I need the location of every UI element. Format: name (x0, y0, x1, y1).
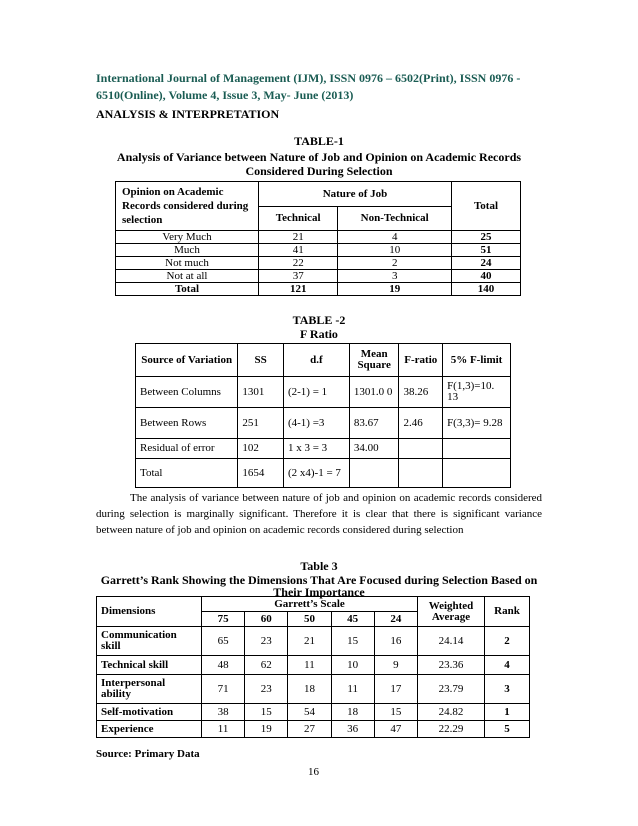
table2-cell: (4-1) =3 (283, 408, 349, 439)
table1-cell: 37 (259, 270, 338, 283)
table3-cell: 71 (202, 675, 245, 704)
table3-rank: 1 (485, 704, 530, 721)
table2-label: TABLE -2 (292, 313, 346, 327)
table-row (116, 257, 521, 270)
table3-col-weighted: Weighted Average (418, 597, 485, 627)
table3-scale-value: 45 (331, 612, 374, 627)
header-line1: International Journal of Management (IJM), ISSN 0976 – 6502(Print), ISSN 0976 - (96, 71, 521, 85)
table3 (96, 596, 530, 738)
table3-rank: 2 (485, 627, 530, 656)
table1-cell: 41 (259, 244, 338, 257)
table3-rank: 5 (485, 721, 530, 738)
table3-cell: 23 (245, 675, 288, 704)
table1-col-total: Total (452, 182, 521, 231)
table2-header: F-ratio (399, 344, 443, 377)
table1-row-label: Not at all (116, 270, 259, 283)
table3-caption-line2: Their Importance (273, 585, 365, 599)
table3-cell: 65 (202, 627, 245, 656)
table3-cell: 15 (374, 704, 417, 721)
table1-cell: 19 (338, 283, 452, 296)
table1-cell: 2 (338, 257, 452, 270)
table2-cell (399, 439, 443, 459)
table3-scale-value: 50 (288, 612, 331, 627)
table2-cell: F(3,3)= 9.28 (443, 408, 511, 439)
table1-row-label: Very Much (116, 231, 259, 244)
table1-cell: 121 (259, 283, 338, 296)
section-title: ANALYSIS & INTERPRETATION (96, 107, 280, 121)
table2-cell: (2-1) = 1 (283, 377, 349, 408)
table-row (116, 270, 521, 283)
table3-cell: 19 (245, 721, 288, 738)
table1-cell: 21 (259, 231, 338, 244)
table1 (115, 181, 521, 296)
table1-cell: 140 (452, 283, 521, 296)
table3-cell: 23 (245, 627, 288, 656)
table3-dimension: Communication skill (97, 627, 202, 656)
table2-header: Source of Variation (136, 344, 238, 377)
table2-header: d.f (283, 344, 349, 377)
table3-label: Table 3 (300, 559, 338, 573)
table1-label: TABLE-1 (294, 134, 344, 148)
table3-dimension: Experience (97, 721, 202, 738)
table3-cell: 54 (288, 704, 331, 721)
table3-col-dimensions: Dimensions (97, 597, 202, 627)
table1-row-label: Much (116, 244, 259, 257)
table2-cell: 1654 (238, 459, 284, 488)
table3-dimension: Technical skill (97, 656, 202, 675)
table2-caption: F Ratio (300, 327, 338, 341)
table2-cell (349, 459, 399, 488)
table3-cell: 15 (245, 704, 288, 721)
source-note: Source: Primary Data (96, 748, 200, 760)
table2-cell: 102 (238, 439, 284, 459)
table1-cell: 10 (338, 244, 452, 257)
table2-cell: Between Rows (136, 408, 238, 439)
table-row (97, 704, 530, 721)
table1-col-technical: Technical (259, 206, 338, 231)
table3-scale-value: 24 (374, 612, 417, 627)
table2-header: SS (238, 344, 284, 377)
table3-cell: 18 (288, 675, 331, 704)
table-row (116, 283, 521, 296)
table3-cell: 17 (374, 675, 417, 704)
table3-cell: 38 (202, 704, 245, 721)
table3-cell: 62 (245, 656, 288, 675)
table3-cell: 11 (288, 656, 331, 675)
journal-header (96, 70, 546, 104)
table1-caption-line2: Considered During Selection (245, 164, 393, 178)
table1-row-label: Total (116, 283, 259, 296)
table3-scale-value: 75 (202, 612, 245, 627)
table3-cell: 10 (331, 656, 374, 675)
table1-cell: 51 (452, 244, 521, 257)
table-row (97, 721, 530, 738)
table1-cell: 22 (259, 257, 338, 270)
header-line2: 6510(Online), Volume 4, Issue 3, May- June (2013) (96, 88, 354, 102)
table3-cell: 9 (374, 656, 417, 675)
table-row (136, 408, 511, 439)
table2-cell (443, 459, 511, 488)
table2-cell: Between Columns (136, 377, 238, 408)
table3-cell: 11 (331, 675, 374, 704)
table3-rank: 3 (485, 675, 530, 704)
page-number: 16 (308, 766, 319, 778)
table1-cell: 4 (338, 231, 452, 244)
table3-cell: 24.14 (418, 627, 485, 656)
table2 (135, 343, 511, 488)
table3-cell: 48 (202, 656, 245, 675)
table1-cell: 25 (452, 231, 521, 244)
table1-row-label: Not much (116, 257, 259, 270)
table3-cell: 27 (288, 721, 331, 738)
table3-col-rank: Rank (485, 597, 530, 627)
table2-cell: F(1,3)=10. 13 (443, 377, 511, 408)
table3-dimension: Self-motivation (97, 704, 202, 721)
table2-cell: (2 x4)-1 = 7 (283, 459, 349, 488)
table2-cell: 251 (238, 408, 284, 439)
table2-cell: 2.46 (399, 408, 443, 439)
table2-cell: 34.00 (349, 439, 399, 459)
table1-col-nontechnical: Non-Technical (338, 206, 452, 231)
table2-cell: 1301 (238, 377, 284, 408)
table-row (116, 231, 521, 244)
table3-scale-value: 60 (245, 612, 288, 627)
table3-cell: 36 (331, 721, 374, 738)
table3-cell: 21 (288, 627, 331, 656)
table1-cell: 40 (452, 270, 521, 283)
table2-header: Mean Square (349, 344, 399, 377)
table3-cell: 18 (331, 704, 374, 721)
table3-rank: 4 (485, 656, 530, 675)
table2-cell (399, 459, 443, 488)
table3-dimension: Interpersonal ability (97, 675, 202, 704)
table-row (136, 459, 511, 488)
table3-cell: 11 (202, 721, 245, 738)
table2-header: 5% F-limit (443, 344, 511, 377)
table2-cell: Total (136, 459, 238, 488)
table-row (116, 244, 521, 257)
table1-col-nature: Nature of Job (259, 182, 452, 207)
paragraph-text: The analysis of variance between nature of job and opinion on academic records considered during selection is marginally significant. Therefore it is clear that there is significant variance between nature of job and opinion on academic records considered during selection (96, 492, 542, 536)
analysis-paragraph (96, 490, 542, 538)
table-row (97, 675, 530, 704)
table3-cell: 15 (331, 627, 374, 656)
table-row (97, 656, 530, 675)
table3-caption-line1: Garrett’s Rank Showing the Dimensions That Are Focused during Selection Based on (100, 573, 538, 587)
table3-cell: 22.29 (418, 721, 485, 738)
table2-cell: Residual of error (136, 439, 238, 459)
table3-cell: 24.82 (418, 704, 485, 721)
table3-cell: 23.79 (418, 675, 485, 704)
table-row (97, 627, 530, 656)
table2-cell (443, 439, 511, 459)
table3-cell: 16 (374, 627, 417, 656)
table3-col-scale: Garrett’s Scale (202, 597, 418, 612)
table1-cell: 3 (338, 270, 452, 283)
table2-cell: 1 x 3 = 3 (283, 439, 349, 459)
table1-col-opinion: Opinion on Academic Records considered during selection (116, 182, 259, 231)
table-row (136, 377, 511, 408)
table1-caption-line1: Analysis of Variance between Nature of Job and Opinion on Academic Records (116, 150, 522, 164)
table2-cell: 38.26 (399, 377, 443, 408)
table2-cell: 1301.0 0 (349, 377, 399, 408)
table-row (136, 439, 511, 459)
table3-cell: 47 (374, 721, 417, 738)
table1-cell: 24 (452, 257, 521, 270)
table2-cell: 83.67 (349, 408, 399, 439)
table3-cell: 23.36 (418, 656, 485, 675)
